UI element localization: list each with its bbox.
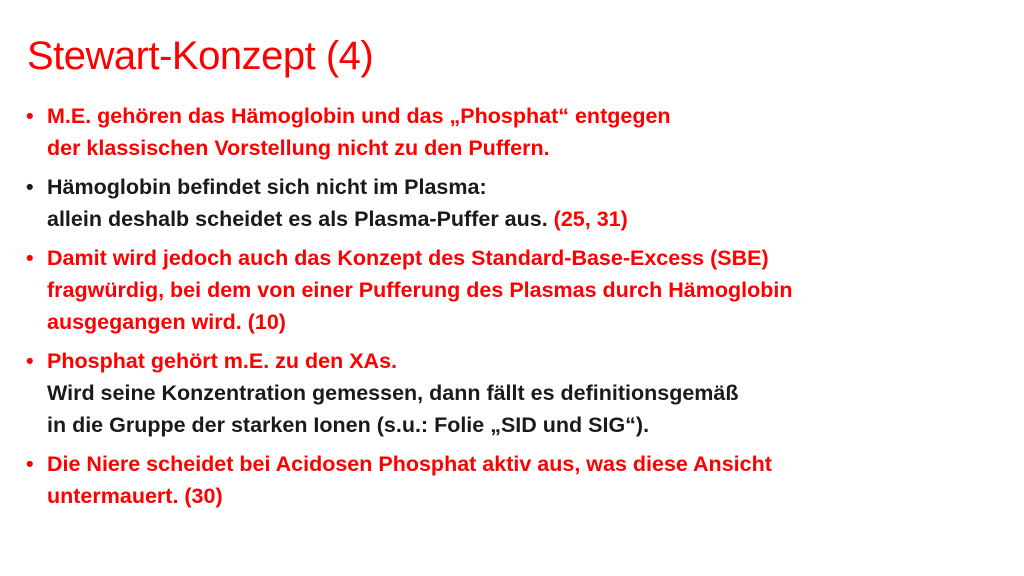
bullet-item-3 — [24, 242, 1014, 338]
bullet-1-line-1: M.E. gehören das Hämoglobin und das „Phosphat“ entgegen — [47, 104, 671, 128]
bullet-item-2 — [24, 171, 1014, 235]
bullet-5-line-1: Die Niere scheidet bei Acidosen Phosphat aktiv aus, was diese Ansicht — [47, 452, 772, 476]
bullet-4-line-1: Phosphat gehört m.E. zu den XAs. — [47, 349, 398, 373]
bullet-2-reference: (25, 31) — [553, 207, 628, 231]
slide-title: Stewart-Konzept (4) — [27, 34, 374, 78]
bullet-3-line-3: ausgegangen wird. (10) — [47, 310, 286, 334]
bullet-dot-icon: • — [26, 175, 34, 199]
bullet-2-line-2 — [47, 203, 1014, 235]
bullet-dot-icon: • — [26, 246, 34, 270]
bullet-4-line-2: Wird seine Konzentration gemessen, dann fällt es definitionsgemäß — [47, 381, 739, 405]
bullet-list — [24, 100, 1014, 519]
bullet-3-line-2: fragwürdig, bei dem von einer Pufferung des Plasmas durch Hämoglobin — [47, 278, 793, 302]
bullet-dot-icon: • — [26, 452, 34, 476]
bullet-item-5 — [24, 448, 1014, 512]
bullet-dot-icon: • — [26, 349, 34, 373]
bullet-1-line-2: der klassischen Vorstellung nicht zu den Puffern. — [47, 136, 550, 160]
bullet-2-line-1: Hämoglobin befindet sich nicht im Plasma: — [47, 175, 487, 199]
bullet-2-line-2-text: allein deshalb scheidet es als Plasma-Puffer aus. — [47, 207, 548, 231]
bullet-5-line-2: untermauert. (30) — [47, 484, 223, 508]
bullet-3-line-1: Damit wird jedoch auch das Konzept des Standard-Base-Excess (SBE) — [47, 246, 769, 270]
bullet-dot-icon: • — [26, 104, 34, 128]
bullet-item-1 — [24, 100, 1014, 164]
bullet-item-4 — [24, 345, 1014, 441]
bullet-4-line-3: in die Gruppe der starken Ionen (s.u.: Folie „SID und SIG“). — [47, 413, 650, 437]
